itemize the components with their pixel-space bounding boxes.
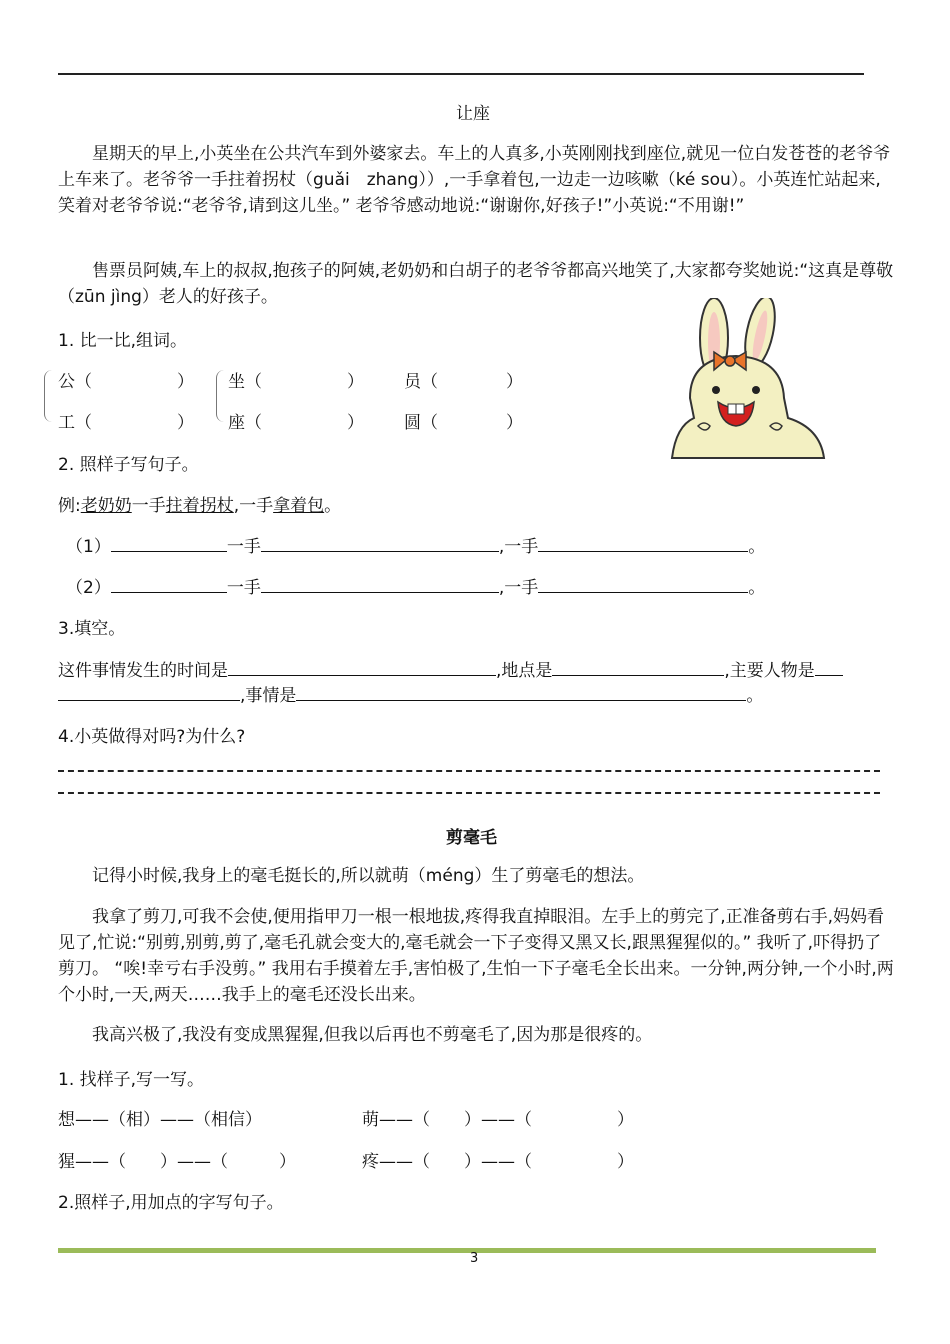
q2-line-1 bbox=[66, 532, 765, 557]
pattern-row1-left: 想——（相）——（相信） bbox=[58, 1110, 262, 1130]
example-subject: 老奶奶 bbox=[80, 496, 132, 516]
passage1-paragraph1: 星期天的早上,小英坐在公共汽车到外婆家去。车上的人真多,小英刚刚找到座位,就见一位白发苍苍的老爷爷上车来了。老爷爷一手拄着拐杖（guǎi zhang））,一手拿着包,一边走一边咳嗽（ké sou）。小英连忙站起来,笑着对老爷爷说:“老爷爷,请到这儿坐。” 老爷爷感动地说:“谢谢你,好孩子!”小英说:“不用谢!” bbox=[58, 144, 891, 216]
brace-left bbox=[44, 370, 57, 422]
passage2-title: 剪毫毛 bbox=[446, 828, 497, 848]
yishou-1: 一手 bbox=[226, 537, 261, 557]
example-action1: 拄着拐杖 bbox=[165, 496, 234, 516]
passage2-paragraph2: 我拿了剪刀,可我不会使,便用指甲刀一根一根地拔,疼得我直掉眼泪。左手上的剪完了,正准备剪右手,妈妈看见了,忙说:“别剪,别剪,剪了,毫毛孔就会变大的,毫毛就会一下子变得又黑又长,跟黑猩猩似的。” 我听了,吓得扔了剪刀。 “唉!幸亏右手没剪。” 我用右手摸着左手,害怕极了,生怕一下子毫毛全长出来。一分钟,两分钟,一个小时,两个小时,一天,两天……我手上的毫毛还没长出来。 bbox=[58, 907, 894, 1005]
pattern-row1-right: 萌——（ ）——（ ） bbox=[362, 1110, 634, 1130]
example-comma: ,一手 bbox=[233, 496, 274, 516]
question2-label: 2. 照样子写句子。 bbox=[58, 455, 199, 475]
answer-line-1[interactable] bbox=[58, 770, 880, 772]
passage1-title: 让座 bbox=[456, 104, 490, 124]
passage1-paragraph2: 售票员阿姨,车上的叔叔,抱孩子的阿姨,老奶奶和白胡子的老爷爷都高兴地笑了,大家都夸奖她说:“这真是尊敬（zūn jìng）老人的好孩子。 bbox=[58, 261, 894, 307]
page-number: 3 bbox=[470, 1251, 479, 1266]
comma-yishou-1: ,一手 bbox=[498, 537, 539, 557]
blank-time[interactable] bbox=[228, 659, 496, 676]
question1-label: 1. 比一比,组词。 bbox=[58, 331, 188, 351]
rabbit-bow-knot bbox=[725, 356, 735, 366]
rabbit-tooth-right bbox=[736, 404, 744, 414]
fill-line-1 bbox=[58, 656, 843, 681]
blank-1a[interactable] bbox=[111, 535, 227, 552]
word-gong2: 工（ ） bbox=[58, 413, 194, 433]
word-yuan: 员（ ） bbox=[404, 372, 523, 392]
comma-yishou-2: ,一手 bbox=[498, 578, 539, 598]
yishou-2: 一手 bbox=[226, 578, 261, 598]
blank-2c[interactable] bbox=[538, 576, 748, 593]
fill-line-2 bbox=[58, 681, 763, 706]
q2-line-2-num: （2） bbox=[66, 578, 111, 598]
blank-1c[interactable] bbox=[538, 535, 748, 552]
passage2-question2-label: 2.照样子,用加点的字写句子。 bbox=[58, 1193, 284, 1213]
footer-rule bbox=[58, 1248, 876, 1253]
passage2-paragraph3: 我高兴极了,我没有变成黑猩猩,但我以后再也不剪毫毛了,因为那是很疼的。 bbox=[92, 1025, 653, 1045]
fill-event-label: ,事情是 bbox=[240, 686, 297, 706]
period-3: 。 bbox=[746, 686, 764, 706]
question3-label: 3.填空。 bbox=[58, 619, 126, 639]
blank-place[interactable] bbox=[552, 659, 724, 676]
blank-1b[interactable] bbox=[261, 535, 499, 552]
fill-people-label: ,主要人物是 bbox=[724, 661, 815, 681]
word-zuo2: 座（ ） bbox=[228, 413, 364, 433]
word-gong: 公（ ） bbox=[58, 372, 194, 392]
q2-line-2 bbox=[66, 573, 765, 598]
example-yishou: 一手 bbox=[131, 496, 166, 516]
blank-people-a[interactable] bbox=[815, 659, 843, 676]
blank-people-b[interactable] bbox=[58, 684, 240, 701]
blank-event[interactable] bbox=[296, 684, 746, 701]
header-rule bbox=[58, 73, 864, 75]
pattern-row2-left: 猩——（ ）——（ ） bbox=[58, 1152, 296, 1172]
example-sentence bbox=[58, 491, 341, 516]
passage2-question1-label: 1. 找样子,写一写。 bbox=[58, 1070, 205, 1090]
period-2: 。 bbox=[748, 578, 766, 598]
word-yuan2: 圆（ ） bbox=[404, 413, 523, 433]
q2-line-1-num: （1） bbox=[66, 537, 111, 557]
example-action2: 拿着包 bbox=[273, 496, 325, 516]
example-prefix: 例: bbox=[58, 496, 81, 516]
rabbit-illustration bbox=[670, 298, 826, 460]
word-zuo: 坐（ ） bbox=[228, 372, 364, 392]
period-1: 。 bbox=[748, 537, 766, 557]
blank-2b[interactable] bbox=[261, 576, 499, 593]
blank-2a[interactable] bbox=[111, 576, 227, 593]
answer-line-2[interactable] bbox=[58, 792, 880, 794]
rabbit-eye-right bbox=[752, 386, 760, 394]
rabbit-eye-left bbox=[712, 386, 720, 394]
rabbit-tooth-left bbox=[728, 404, 736, 414]
question4-label: 4.小英做得对吗?为什么? bbox=[58, 727, 246, 747]
pattern-row2-right: 疼——（ ）——（ ） bbox=[362, 1152, 634, 1172]
passage2-paragraph1: 记得小时候,我身上的毫毛挺长的,所以就萌（méng）生了剪毫毛的想法。 bbox=[92, 866, 645, 886]
fill-time-label: 这件事情发生的时间是 bbox=[58, 661, 228, 681]
fill-place-label: ,地点是 bbox=[496, 661, 553, 681]
example-end: 。 bbox=[324, 496, 342, 516]
